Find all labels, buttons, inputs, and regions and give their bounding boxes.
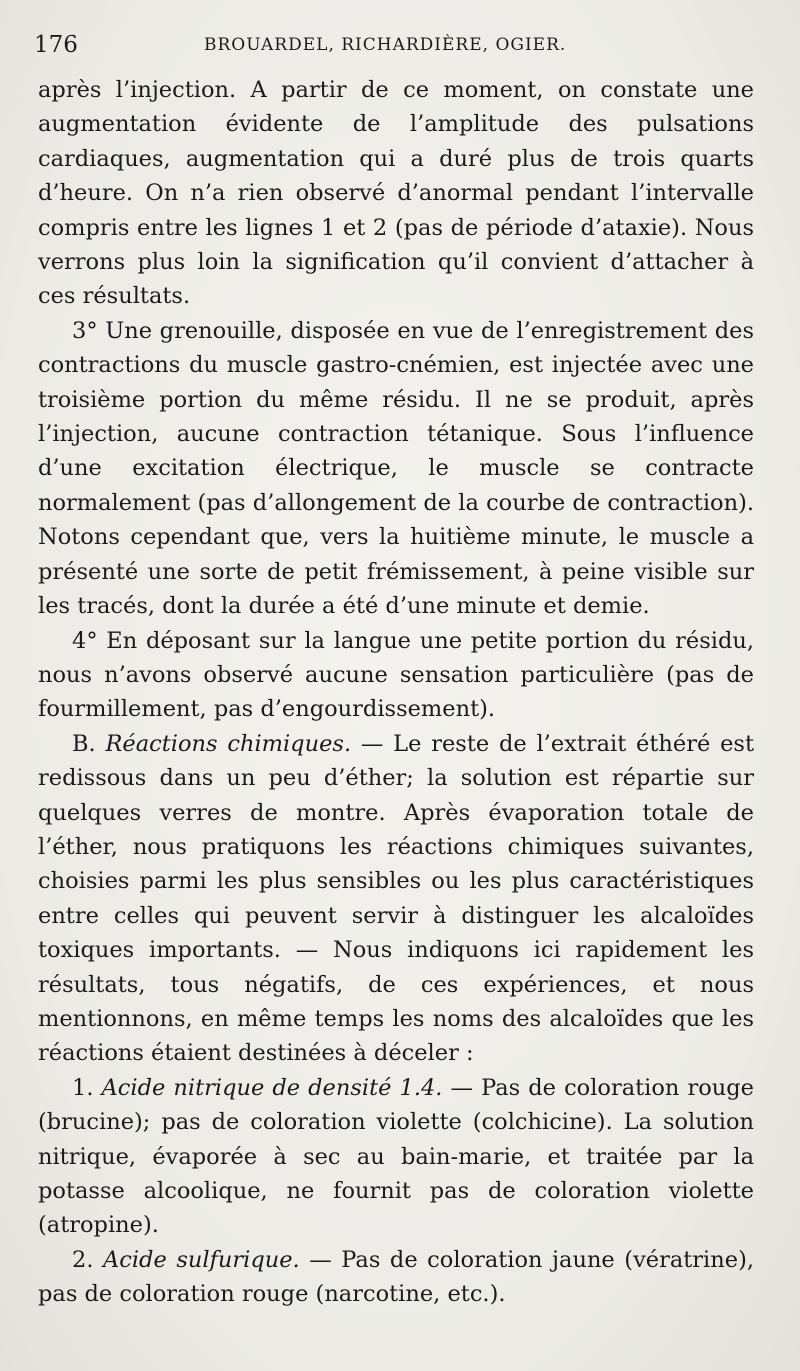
reaction-item-title: Acide nitrique de densité 1.4. xyxy=(101,1074,443,1101)
reaction-item-number: 1. xyxy=(72,1074,94,1101)
reaction-item-1 xyxy=(38,1071,754,1243)
reaction-item-text: — Pas de coloration rouge (brucine); pas de coloration violette (colchicine). La solution nitrique, évaporée à sec au bain-marie, et traitée par la potasse alcoolique, ne fournit pas de coloration violette (atropine). xyxy=(38,1074,754,1239)
section-b-text: — Le reste de l’extrait éthéré est redissous dans un peu d’éther; la solution est répartie sur quelques verres de montre. Après évaporation totale de l’éther, nous pratiquons les réactions chimiques suivantes, choisies parmi les plus sensibles ou les plus caractéristiques entre celles qui peuvent servir à distinguer les alcaloïdes toxiques importants. — Nous indiquons ici rapidement les résultats, tous négatifs, de ces expériences, et nous mentionnons, en même temps les noms des alcaloïdes que les réactions étaient destinées à déceler : xyxy=(38,730,754,1067)
paragraph-experiment-4: 4° En déposant sur la langue une petite portion du résidu, nous n’avons observé aucune sensation particulière (pas de fourmillement, pas d’engourdissement). xyxy=(38,627,754,723)
section-b-paragraph xyxy=(38,727,754,1071)
paragraph-experiment-3: 3° Une grenouille, disposée en vue de l’enregistrement des contractions du muscle gastro-cnémien, est injectée avec une troisième portion du même résidu. Il ne se produit, après l’injection, aucune contraction tétanique. Sous l’influence d’une excitation électrique, le muscle se contracte normalement (pas d’allongement de la courbe de contraction). Notons cependant que, vers la huitième minute, le muscle a présenté une sorte de petit frémissement, à peine visible sur les tracés, dont la durée a été d’une minute et demie. xyxy=(38,317,754,620)
reaction-item-title: Acide sulfurique. xyxy=(103,1246,300,1273)
reaction-item-2 xyxy=(38,1243,754,1312)
section-b-title: Réactions chimiques. xyxy=(105,730,352,757)
page-header xyxy=(34,32,760,64)
section-b-label: B. xyxy=(72,730,96,757)
reaction-item-text: — Pas de coloration jaune (vératrine), pas de coloration rouge (narcotine, etc.). xyxy=(38,1246,754,1308)
reaction-item-number: 2. xyxy=(72,1246,94,1273)
paragraph-continuation: après l’injection. A partir de ce moment, on constate une augmentation évidente de l’amplitude des pulsations cardiaques, augmentation qui a duré plus de trois quarts d’heure. On n’a rien observé d’anormal pendant l’intervalle compris entre les lignes 1 et 2 (pas de période d’ataxie). Nous verrons plus loin la signification qu’il convient d’attacher à ces résultats. xyxy=(38,77,754,310)
running-head: BROUARDEL, RICHARDIÈRE, OGIER. xyxy=(204,35,567,55)
page-number: 176 xyxy=(34,32,78,58)
body-text xyxy=(38,73,754,1312)
